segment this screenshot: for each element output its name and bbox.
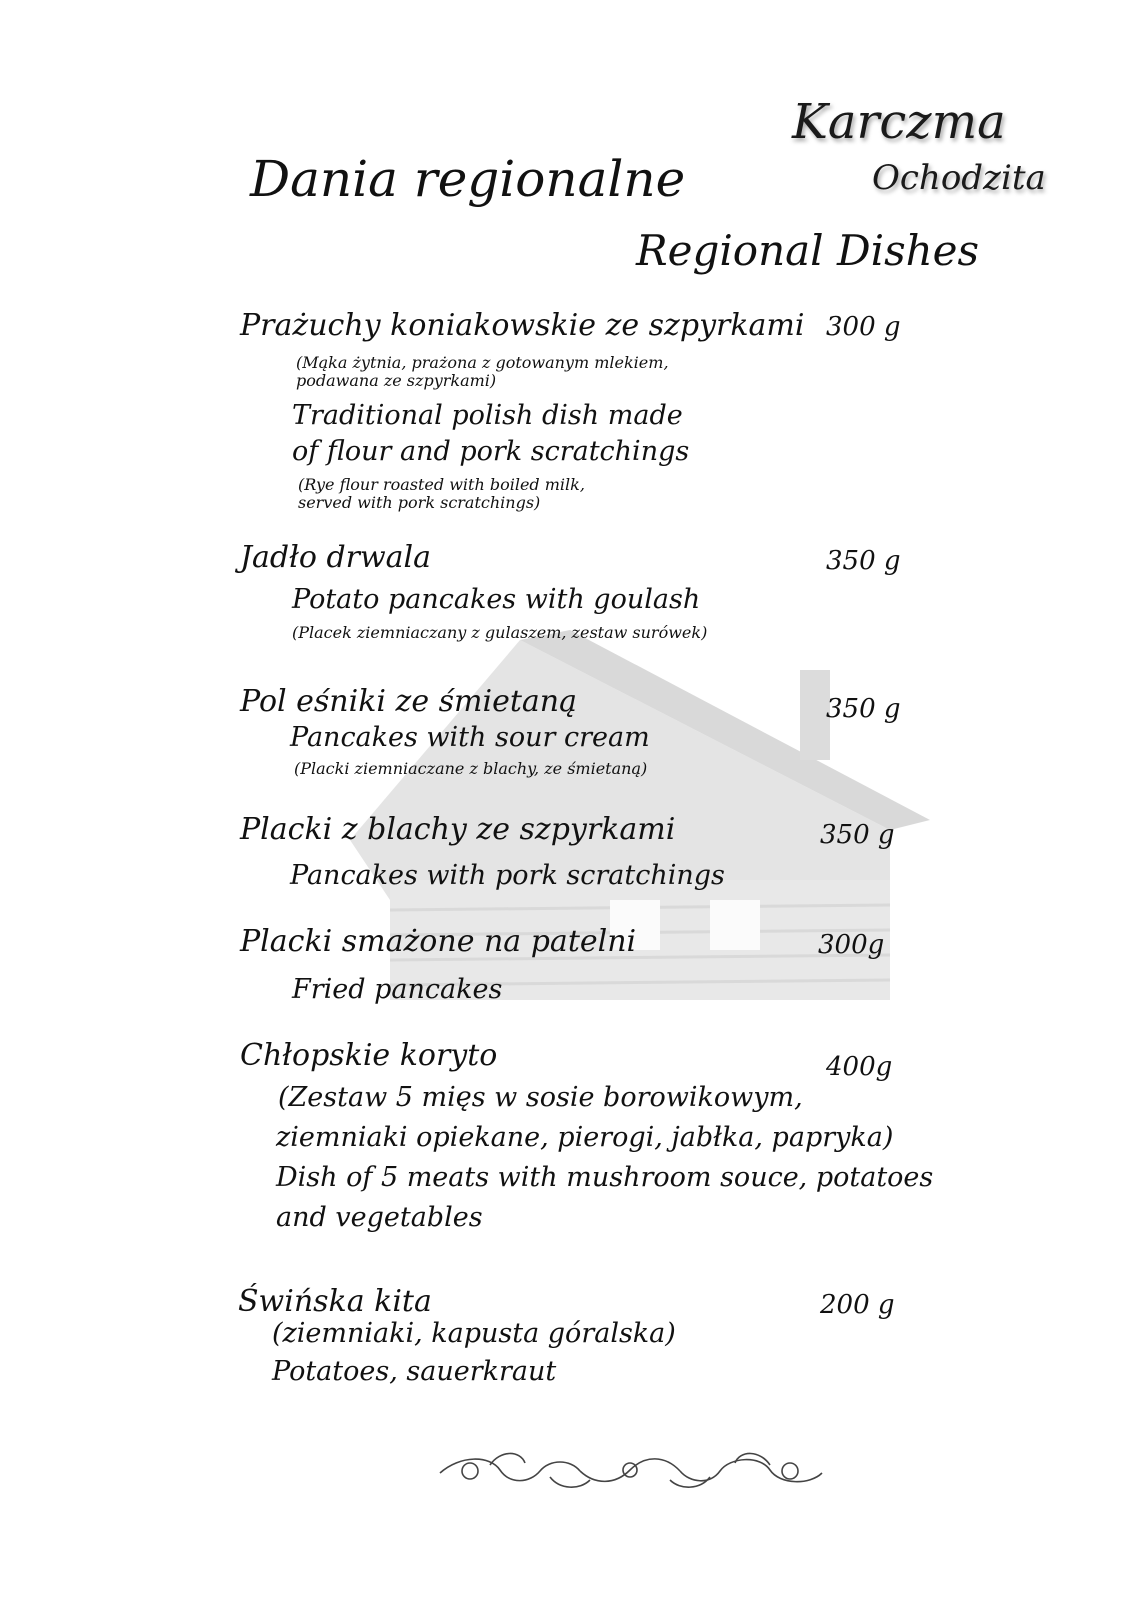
- dish-note-pl-plesniki: (Placki ziemniaczane z blachy, ze śmietaną): [294, 759, 648, 778]
- dish-name-placki-z-blachy: Placki z blachy ze szpyrkami: [240, 812, 676, 847]
- logo-karczma: Karczma: [792, 94, 1006, 150]
- decorative-scroll-ornament: [430, 1445, 830, 1495]
- dish-desc-en-prazuchy-1: Traditional polish dish made: [292, 400, 683, 431]
- dish-weight-placki-smazone: 300g: [818, 930, 885, 960]
- dish-weight-chlopskie-koryto: 400g: [826, 1052, 893, 1082]
- dish-name-plesniki: Pol eśniki ze śmietaną: [240, 684, 577, 719]
- dish-weight-prazuchy: 300 g: [826, 312, 901, 342]
- dish-desc-swinska-kita-1: (ziemniaki, kapusta góralska): [272, 1318, 676, 1349]
- dish-desc-en-placki-smazone: Fried pancakes: [292, 974, 503, 1005]
- dish-weight-jadlo-drwala: 350 g: [826, 546, 901, 576]
- dish-desc-swinska-kita-2: Potatoes, sauerkraut: [272, 1356, 557, 1387]
- dish-name-placki-smazone: Placki smażone na patelni: [240, 924, 637, 959]
- dish-desc-chlopskie-koryto-2: ziemniaki opiekane, pierogi, jabłka, papryka): [276, 1122, 894, 1153]
- dish-name-jadlo-drwala: Jadło drwala: [240, 540, 432, 575]
- dish-note-en-prazuchy-2: served with pork scratchings): [298, 493, 541, 512]
- dish-weight-swinska-kita: 200 g: [820, 1290, 895, 1320]
- dish-note-pl-prazuchy-2: podawana ze szpyrkami): [296, 371, 497, 390]
- dish-weight-placki-z-blachy: 350 g: [820, 820, 895, 850]
- dish-name-swinska-kita: Świńska kita: [238, 1284, 432, 1319]
- dish-desc-chlopskie-koryto-4: and vegetables: [276, 1202, 483, 1233]
- dish-weight-plesniki: 350 g: [826, 694, 901, 724]
- dish-note-pl-prazuchy-1: (Mąka żytnia, prażona z gotowanym mlekiem,: [296, 353, 669, 372]
- dish-desc-en-jadlo-drwala: Potato pancakes with goulash: [292, 584, 701, 615]
- dish-note-en-prazuchy-1: (Rye flour roasted with boiled milk,: [298, 475, 585, 494]
- dish-desc-en-prazuchy-2: of flour and pork scratchings: [292, 436, 690, 467]
- logo-ochodzita: Ochodzita: [872, 158, 1046, 198]
- dish-note-pl-jadlo-drwala: (Placek ziemniaczany z gulaszem, zestaw surówek): [292, 623, 708, 642]
- dish-desc-chlopskie-koryto-1: (Zestaw 5 mięs w sosie borowikowym,: [278, 1082, 803, 1113]
- page-title-english: Regional Dishes: [636, 226, 980, 275]
- dish-desc-en-plesniki: Pancakes with sour cream: [290, 722, 650, 753]
- dish-desc-en-placki-z-blachy: Pancakes with pork scratchings: [290, 860, 725, 891]
- dish-desc-chlopskie-koryto-3: Dish of 5 meats with mushroom souce, potatoes: [276, 1162, 934, 1193]
- dish-name-prazuchy: Prażuchy koniakowskie ze szpyrkami: [240, 308, 805, 343]
- dish-name-chlopskie-koryto: Chłopskie koryto: [240, 1038, 498, 1073]
- page-title-polish: Dania regionalne: [250, 150, 686, 208]
